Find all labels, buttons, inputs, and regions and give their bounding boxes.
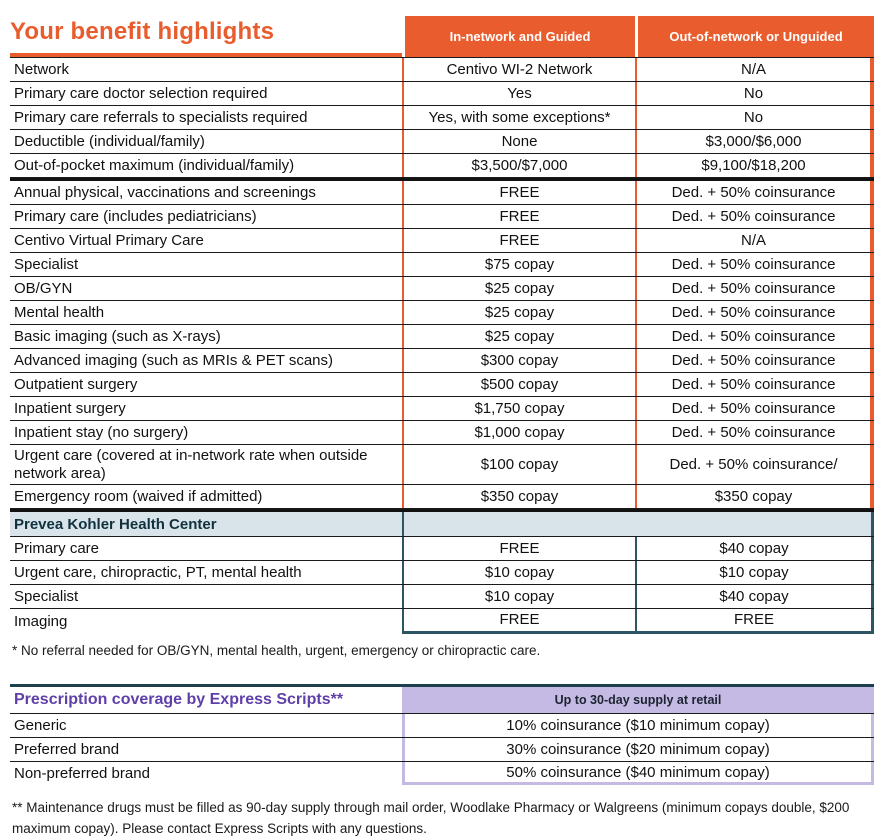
coinsurance-value: 10% coinsurance ($10 minimum copay) bbox=[402, 714, 874, 737]
benefit-label: Primary care doctor selection required bbox=[14, 84, 268, 102]
benefits-table-header bbox=[10, 16, 874, 57]
benefit-row bbox=[10, 349, 874, 373]
benefit-row bbox=[10, 82, 874, 106]
out-of-network-value: $10 copay bbox=[635, 561, 874, 584]
out-of-network-value: Ded. + 50% coinsurance bbox=[635, 373, 874, 396]
in-network-value: $350 copay bbox=[402, 485, 635, 508]
prescription-row bbox=[10, 762, 874, 785]
out-of-network-value: Ded. + 50% coinsurance bbox=[635, 397, 874, 420]
benefit-row bbox=[10, 58, 874, 82]
benefit-label: Out-of-pocket maximum (individual/family) bbox=[14, 156, 295, 174]
in-network-value: Centivo WI-2 Network bbox=[402, 58, 635, 81]
out-of-network-value: Ded. + 50% coinsurance bbox=[635, 325, 874, 348]
out-of-network-value: $40 copay bbox=[635, 585, 874, 608]
benefit-row bbox=[10, 154, 874, 178]
benefit-label: Primary care (includes pediatricians) bbox=[14, 207, 257, 225]
prevea-section-body bbox=[10, 537, 874, 634]
benefit-row bbox=[10, 301, 874, 325]
in-network-value: $25 copay bbox=[402, 277, 635, 300]
benefit-row bbox=[10, 421, 874, 445]
benefit-label: Specialist bbox=[14, 255, 79, 273]
coinsurance-value: 50% coinsurance ($40 minimum copay) bbox=[402, 762, 874, 785]
benefit-row bbox=[10, 106, 874, 130]
in-network-value: $100 copay bbox=[402, 445, 635, 484]
benefit-label: Primary care referrals to specialists required bbox=[14, 108, 308, 126]
benefit-label: Primary care bbox=[14, 540, 100, 558]
in-network-value: $300 copay bbox=[402, 349, 635, 372]
in-network-value: $500 copay bbox=[402, 373, 635, 396]
out-of-network-value: No bbox=[635, 82, 874, 105]
prevea-header-merged-cell bbox=[402, 512, 874, 536]
out-of-network-value: $350 copay bbox=[635, 485, 874, 508]
benefit-label: Urgent care (covered at in-network rate when outside network area) bbox=[14, 447, 368, 482]
benefit-row bbox=[10, 205, 874, 229]
benefit-label: Network bbox=[14, 60, 70, 78]
in-network-value: $10 copay bbox=[402, 585, 635, 608]
prevea-section-header bbox=[10, 509, 874, 537]
out-of-network-value: $40 copay bbox=[635, 537, 874, 560]
out-of-network-value: FREE bbox=[635, 609, 874, 634]
prescription-row bbox=[10, 714, 874, 738]
column-header-in-network: In-network and Guided bbox=[402, 16, 635, 57]
prescription-table-header bbox=[10, 687, 874, 714]
in-network-value: $75 copay bbox=[402, 253, 635, 276]
retail-supply-column-header: Up to 30-day supply at retail bbox=[402, 687, 874, 713]
benefit-row bbox=[10, 178, 874, 205]
out-of-network-value: Ded. + 50% coinsurance bbox=[635, 253, 874, 276]
benefit-label: Urgent care, chiropractic, PT, mental health bbox=[14, 564, 302, 582]
out-of-network-value: Ded. + 50% coinsurance bbox=[635, 181, 874, 204]
in-network-value: Yes, with some exceptions* bbox=[402, 106, 635, 129]
in-network-value: $1,750 copay bbox=[402, 397, 635, 420]
prescription-row bbox=[10, 738, 874, 762]
in-network-value: FREE bbox=[402, 181, 635, 204]
benefit-label: Inpatient surgery bbox=[14, 399, 126, 417]
in-network-value: FREE bbox=[402, 609, 635, 634]
benefit-row bbox=[10, 229, 874, 253]
out-of-network-value: Ded. + 50% coinsurance bbox=[635, 301, 874, 324]
benefit-row bbox=[10, 585, 874, 609]
in-network-value: Yes bbox=[402, 82, 635, 105]
benefit-row bbox=[10, 253, 874, 277]
benefit-row bbox=[10, 537, 874, 561]
out-of-network-value: Ded. + 50% coinsurance/ bbox=[635, 445, 874, 484]
prescription-table bbox=[10, 684, 874, 785]
in-network-value: None bbox=[402, 130, 635, 153]
benefit-row bbox=[10, 561, 874, 585]
benefit-row bbox=[10, 485, 874, 509]
prescription-table-body bbox=[10, 714, 874, 785]
drug-tier-label: Preferred brand bbox=[14, 740, 120, 758]
out-of-network-value: Ded. + 50% coinsurance bbox=[635, 277, 874, 300]
out-of-network-value: Ded. + 50% coinsurance bbox=[635, 349, 874, 372]
drug-tier-label: Non-preferred brand bbox=[14, 764, 150, 782]
benefit-row bbox=[10, 277, 874, 301]
in-network-value: FREE bbox=[402, 229, 635, 252]
in-network-value: $25 copay bbox=[402, 301, 635, 324]
benefit-row bbox=[10, 325, 874, 349]
column-header-out-of-network: Out-of-network or Unguided bbox=[635, 16, 874, 57]
benefit-label: Centivo Virtual Primary Care bbox=[14, 231, 204, 249]
prevea-section-title: Prevea Kohler Health Center bbox=[14, 515, 217, 533]
benefit-row bbox=[10, 609, 874, 634]
benefit-label: Mental health bbox=[14, 303, 105, 321]
in-network-value: FREE bbox=[402, 205, 635, 228]
benefit-label: Emergency room (waived if admitted) bbox=[14, 488, 263, 506]
benefit-label: Deductible (individual/family) bbox=[14, 132, 205, 150]
out-of-network-value: Ded. + 50% coinsurance bbox=[635, 205, 874, 228]
out-of-network-value: No bbox=[635, 106, 874, 129]
referral-footnote: * No referral needed for OB/GYN, mental health, urgent, emergency or chiropractic care. bbox=[12, 643, 541, 659]
benefit-row bbox=[10, 373, 874, 397]
benefits-table-body bbox=[10, 57, 874, 509]
in-network-value: $3,500/$7,000 bbox=[402, 154, 635, 177]
in-network-value: $10 copay bbox=[402, 561, 635, 584]
title-block bbox=[10, 16, 402, 57]
out-of-network-value: Ded. + 50% coinsurance bbox=[635, 421, 874, 444]
out-of-network-value: $3,000/$6,000 bbox=[635, 130, 874, 153]
benefit-label: Outpatient surgery bbox=[14, 375, 138, 393]
in-network-value: $25 copay bbox=[402, 325, 635, 348]
coinsurance-value: 30% coinsurance ($20 minimum copay) bbox=[402, 738, 874, 761]
benefit-label: Imaging bbox=[14, 612, 68, 630]
benefit-row bbox=[10, 130, 874, 154]
benefit-label: Annual physical, vaccinations and screenings bbox=[14, 183, 316, 201]
page-title: Your benefit highlights bbox=[10, 18, 275, 45]
in-network-value: FREE bbox=[402, 537, 635, 560]
maintenance-drugs-footnote: ** Maintenance drugs must be filled as 90-day supply through mail order, Woodlake Pharmacy or Walgreens (minimum copays double, $200 maximum copay). Please contact Express Scripts with any questions. bbox=[12, 800, 850, 836]
prescription-title: Prescription coverage by Express Scripts** bbox=[14, 691, 344, 709]
benefit-label: Basic imaging (such as X-rays) bbox=[14, 327, 221, 345]
in-network-value: $1,000 copay bbox=[402, 421, 635, 444]
benefit-label: OB/GYN bbox=[14, 279, 73, 297]
benefit-row bbox=[10, 397, 874, 421]
out-of-network-value: N/A bbox=[635, 229, 874, 252]
benefit-row bbox=[10, 445, 874, 485]
out-of-network-value: $9,100/$18,200 bbox=[635, 154, 874, 177]
benefit-label: Inpatient stay (no surgery) bbox=[14, 423, 189, 441]
benefit-label: Specialist bbox=[14, 588, 79, 606]
benefit-label: Advanced imaging (such as MRIs & PET scans) bbox=[14, 351, 334, 369]
drug-tier-label: Generic bbox=[14, 716, 67, 734]
out-of-network-value: N/A bbox=[635, 58, 874, 81]
